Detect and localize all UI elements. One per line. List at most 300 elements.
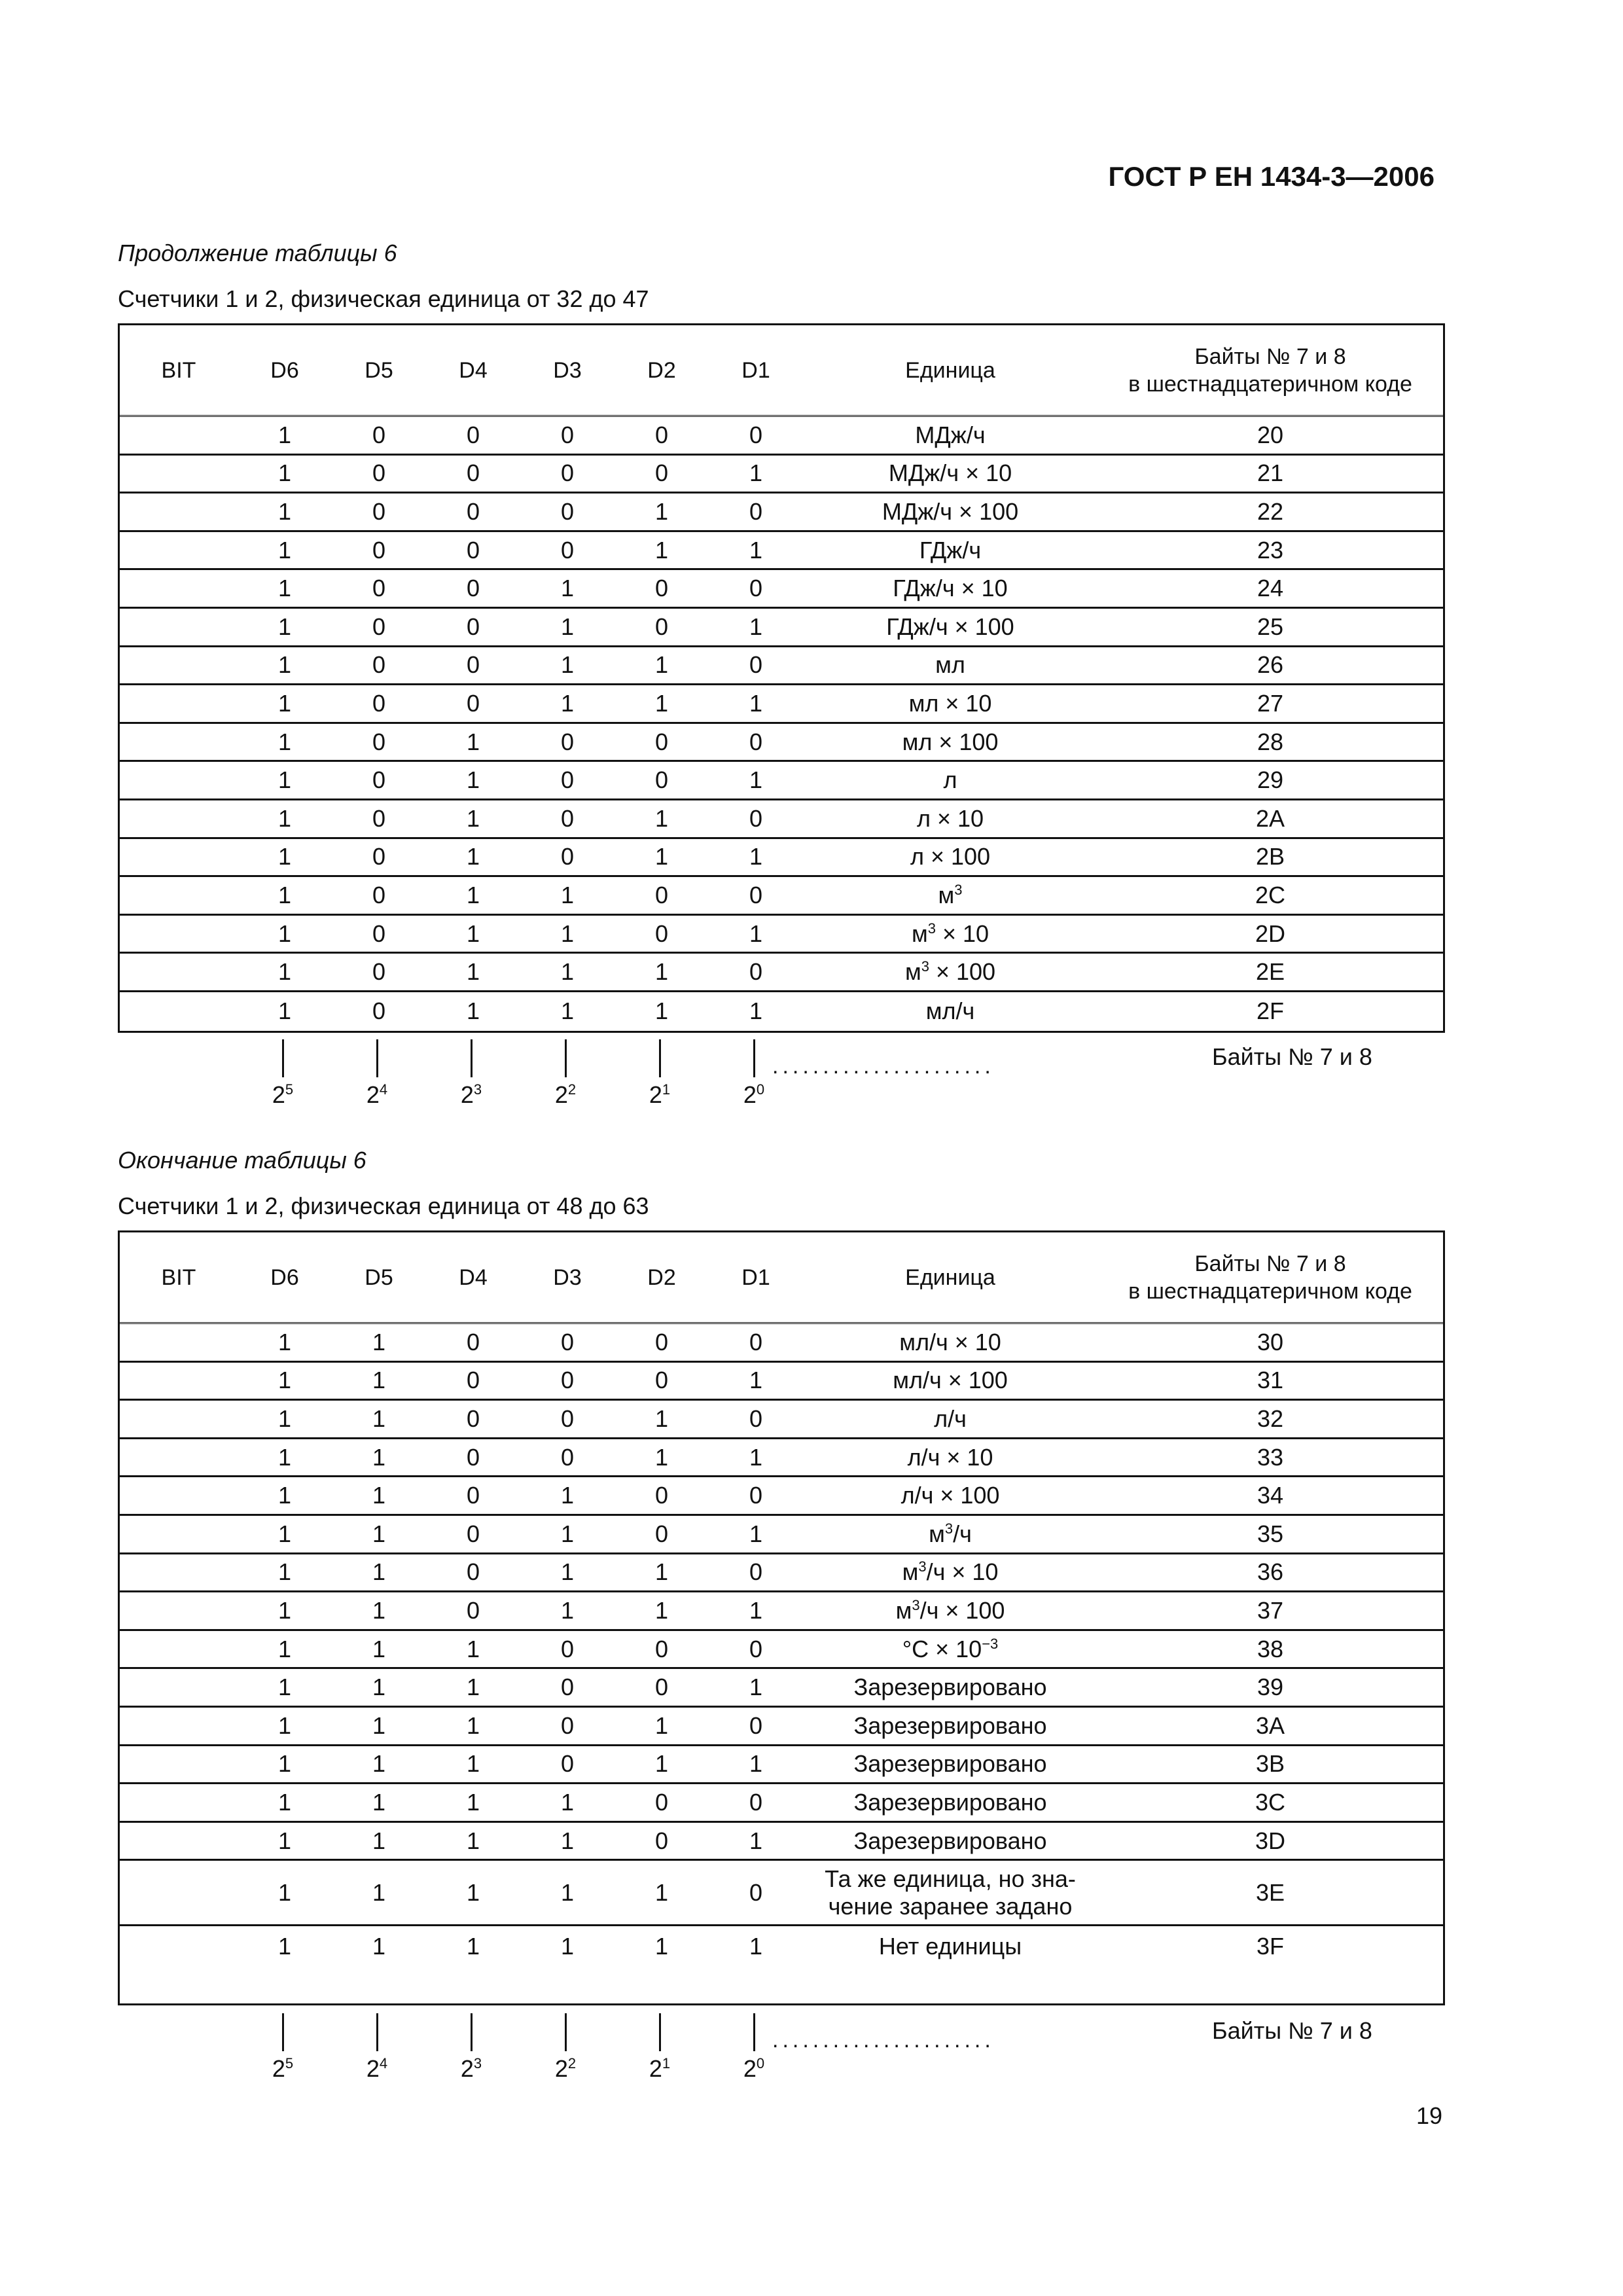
hex-cell: 36 xyxy=(1257,1558,1284,1586)
unit-cell: Зарезервировано xyxy=(853,1827,1047,1854)
d5-cell: 1 xyxy=(372,1827,386,1854)
bit-weight-tick xyxy=(659,1039,661,1077)
d3-cell: 0 xyxy=(560,1328,575,1355)
standard-designation: ГОСТ Р ЕН 1434-3—2006 xyxy=(1108,161,1435,192)
table2-subcaption: Счетчики 1 и 2, физическая единица от 48 до 63 xyxy=(118,1193,649,1219)
bit-weight-label: $2^2$ xyxy=(554,2055,577,2082)
header-d6: D6 xyxy=(270,1265,299,1290)
bit-cell xyxy=(120,1516,238,1552)
table2-bit-weights xyxy=(118,2013,1445,2098)
hex-cell: 3B xyxy=(1255,1750,1285,1778)
bytes-label: Байты № 7 и 8 xyxy=(1212,1043,1372,1070)
d1-cell: 0 xyxy=(749,1878,763,1906)
d4-cell: 1 xyxy=(466,1933,480,1960)
d5-cell: 0 xyxy=(372,459,386,487)
unit-cell: Зарезервировано xyxy=(853,1674,1047,1701)
d4-cell: 0 xyxy=(466,613,480,640)
bytes-label: Байты № 7 и 8 xyxy=(1212,2017,1372,2044)
bit-weight-tick xyxy=(659,2013,661,2051)
table-row xyxy=(120,992,1443,1031)
hex-cell: 24 xyxy=(1257,575,1284,602)
header-d6: D6 xyxy=(270,357,299,383)
hex-cell: 26 xyxy=(1257,651,1284,679)
bit-weight-tick xyxy=(471,2013,473,2051)
d4-cell: 0 xyxy=(466,1443,480,1471)
d4-cell: 0 xyxy=(466,497,480,525)
d5-cell: 1 xyxy=(372,1712,386,1739)
d4-cell: 0 xyxy=(466,421,480,448)
bit-cell xyxy=(120,916,238,952)
d2-cell: 1 xyxy=(654,1878,669,1906)
bit-cell xyxy=(120,800,238,837)
d3-cell: 1 xyxy=(560,958,575,986)
d3-cell: 1 xyxy=(560,651,575,679)
d4-cell: 0 xyxy=(466,1405,480,1432)
table-row xyxy=(120,724,1443,762)
d4-cell: 0 xyxy=(466,536,480,564)
d3-cell: 1 xyxy=(560,1520,575,1547)
bit-cell xyxy=(120,992,238,1031)
d1-cell: 0 xyxy=(749,804,763,832)
d6-cell: 1 xyxy=(277,1674,292,1701)
d6-cell: 1 xyxy=(277,1328,292,1355)
d2-cell: 0 xyxy=(654,421,669,448)
d3-cell: 0 xyxy=(560,843,575,870)
table-row xyxy=(120,1477,1443,1516)
hex-cell: 37 xyxy=(1257,1596,1284,1624)
header-bytes-line2: в шестнадцатеричном коде xyxy=(1128,371,1412,397)
bit-cell xyxy=(120,724,238,761)
table-row xyxy=(120,647,1443,686)
d6-cell: 1 xyxy=(277,1443,292,1471)
d4-cell: 1 xyxy=(466,843,480,870)
table1-subcaption: Счетчики 1 и 2, физическая единица от 32 до 47 xyxy=(118,285,649,312)
d6-cell: 1 xyxy=(277,1712,292,1739)
table-row xyxy=(120,570,1443,609)
hex-cell: 23 xyxy=(1257,536,1284,564)
unit-cell: $м^3/ч \times 10$ xyxy=(902,1558,999,1586)
bit-cell xyxy=(120,762,238,798)
d1-cell: 0 xyxy=(749,881,763,908)
d3-cell: 1 xyxy=(560,920,575,947)
d3-cell: 0 xyxy=(560,1674,575,1701)
hex-cell: 32 xyxy=(1257,1405,1284,1432)
d2-cell: 0 xyxy=(654,1482,669,1509)
unit-cell: МДж/ч × 10 xyxy=(888,459,1012,487)
table-row xyxy=(120,839,1443,878)
d6-cell: 1 xyxy=(277,881,292,908)
d2-cell: 0 xyxy=(654,459,669,487)
unit-cell: $м^3/ч$ xyxy=(929,1520,972,1547)
bit-weight-label: $2^3$ xyxy=(460,2055,482,2082)
bit-cell xyxy=(120,609,238,645)
unit-cell: $м^3 \times 10$ xyxy=(911,920,990,947)
bit-cell xyxy=(120,1823,238,1859)
d4-cell: 1 xyxy=(466,1635,480,1662)
d6-cell: 1 xyxy=(277,459,292,487)
d1-cell: 1 xyxy=(749,766,763,794)
unit-cell: МДж/ч × 100 xyxy=(882,497,1019,525)
unit-cell: $м^3/ч \times 100$ xyxy=(895,1596,1005,1624)
bit-cell xyxy=(120,685,238,722)
bit-weight-label: $2^1$ xyxy=(649,1081,671,1108)
d3-cell: 0 xyxy=(560,728,575,755)
d6-cell: 1 xyxy=(277,920,292,947)
d4-cell: 0 xyxy=(466,1596,480,1624)
d5-cell: 0 xyxy=(372,497,386,525)
d3-cell: 0 xyxy=(560,459,575,487)
d6-cell: 1 xyxy=(277,651,292,679)
unit-cell: ГДж/ч xyxy=(919,536,982,564)
d5-cell: 1 xyxy=(372,1558,386,1586)
d2-cell: 0 xyxy=(654,1788,669,1816)
bit-cell xyxy=(120,1926,238,2003)
d5-cell: 0 xyxy=(372,651,386,679)
table2-header xyxy=(120,1232,1443,1324)
d4-cell: 1 xyxy=(466,1712,480,1739)
hex-cell: 34 xyxy=(1257,1482,1284,1509)
hex-cell: 39 xyxy=(1257,1674,1284,1701)
d4-cell: 1 xyxy=(466,881,480,908)
table-row xyxy=(120,1784,1443,1823)
d1-cell: 1 xyxy=(749,1520,763,1547)
header-bytes-line2: в шестнадцатеричном коде xyxy=(1128,1278,1412,1304)
d5-cell: 1 xyxy=(372,1933,386,1960)
bit-weight-label: $2^1$ xyxy=(649,2055,671,2082)
unit-cell: МДж/ч xyxy=(915,421,986,448)
d1-cell: 1 xyxy=(749,1827,763,1854)
d6-cell: 1 xyxy=(277,804,292,832)
bit-weight-label: $2^0$ xyxy=(743,1081,765,1108)
table-row xyxy=(120,1631,1443,1670)
table-row xyxy=(120,685,1443,724)
table-row xyxy=(120,762,1443,800)
d6-cell: 1 xyxy=(277,1558,292,1586)
unit-cell: $^\circ C \times 10^{-3}$ xyxy=(902,1635,999,1662)
d5-cell: 1 xyxy=(372,1674,386,1701)
bit-weight-tick xyxy=(565,1039,567,1077)
d4-cell: 0 xyxy=(466,1520,480,1547)
unit-exponent: 3 xyxy=(921,958,929,975)
d2-cell: 1 xyxy=(654,1750,669,1778)
bit-cell xyxy=(120,417,238,454)
hex-cell: 22 xyxy=(1257,497,1284,525)
d4-cell: 0 xyxy=(466,459,480,487)
d4-cell: 0 xyxy=(466,1367,480,1394)
bit-weight-exponent: 3 xyxy=(473,1081,482,1098)
d3-cell: 1 xyxy=(560,1482,575,1509)
d2-cell: 1 xyxy=(654,1558,669,1586)
d1-cell: 0 xyxy=(749,1788,763,1816)
bit-weight-label: $2^4$ xyxy=(366,2055,388,2082)
hex-cell: 20 xyxy=(1257,421,1284,448)
d1-cell: 1 xyxy=(749,536,763,564)
d2-cell: 1 xyxy=(654,958,669,986)
header-bit: BIT xyxy=(161,357,196,383)
unit-cell: л × 100 xyxy=(910,843,991,870)
d4-cell: 0 xyxy=(466,575,480,602)
bit-cell xyxy=(120,532,238,569)
d4-cell: 0 xyxy=(466,689,480,717)
hex-cell: 3E xyxy=(1255,1878,1285,1906)
d5-cell: 1 xyxy=(372,1750,386,1778)
hex-cell: 33 xyxy=(1257,1443,1284,1471)
d3-cell: 0 xyxy=(560,804,575,832)
unit-cell: мл × 100 xyxy=(902,728,999,755)
bit-weight-exponent: 5 xyxy=(285,2055,294,2072)
d2-cell: 1 xyxy=(654,1443,669,1471)
table1-caption: Продолжение таблицы 6 xyxy=(118,240,397,266)
header-bit: BIT xyxy=(161,1265,196,1290)
d1-cell: 0 xyxy=(749,1558,763,1586)
d1-cell: 0 xyxy=(749,421,763,448)
unit-cell: л/ч × 10 xyxy=(907,1443,993,1471)
table-row xyxy=(120,1363,1443,1401)
d5-cell: 0 xyxy=(372,766,386,794)
d1-cell: 1 xyxy=(749,1596,763,1624)
table-row xyxy=(120,1669,1443,1708)
bit-weight-exponent: 2 xyxy=(567,2055,577,2072)
hex-cell: 25 xyxy=(1257,613,1284,640)
header-d5: D5 xyxy=(365,357,393,383)
bit-weight-exponent: 1 xyxy=(662,2055,671,2072)
d6-cell: 1 xyxy=(277,766,292,794)
d2-cell: 1 xyxy=(654,1933,669,1960)
header-unit: Единица xyxy=(905,357,995,383)
d1-cell: 1 xyxy=(749,613,763,640)
d4-cell: 0 xyxy=(466,1482,480,1509)
unit-exponent: 3 xyxy=(918,1558,927,1575)
bit-cell xyxy=(120,1439,238,1476)
d3-cell: 0 xyxy=(560,536,575,564)
d2-cell: 1 xyxy=(654,1712,669,1739)
header-d3: D3 xyxy=(553,357,582,383)
bit-cell xyxy=(120,1669,238,1706)
d3-cell: 0 xyxy=(560,1443,575,1471)
bit-weight-exponent: 5 xyxy=(285,1081,294,1098)
table2-body xyxy=(120,1324,1443,2003)
d4-cell: 0 xyxy=(466,1558,480,1586)
d6-cell: 1 xyxy=(277,1827,292,1854)
hex-cell: 21 xyxy=(1257,459,1284,487)
d1-cell: 1 xyxy=(749,843,763,870)
d5-cell: 1 xyxy=(372,1328,386,1355)
d6-cell: 1 xyxy=(277,1788,292,1816)
d1-cell: 0 xyxy=(749,1405,763,1432)
d6-cell: 1 xyxy=(277,536,292,564)
d1-cell: 1 xyxy=(749,997,763,1025)
bit-weight-exponent: 1 xyxy=(662,1081,671,1098)
d5-cell: 1 xyxy=(372,1443,386,1471)
page-number: 19 xyxy=(1416,2102,1442,2129)
bit-weight-tick xyxy=(471,1039,473,1077)
bit-weight-exponent: 4 xyxy=(379,2055,388,2072)
header-d2: D2 xyxy=(647,357,676,383)
bit-cell xyxy=(120,1861,238,1924)
d6-cell: 1 xyxy=(277,1520,292,1547)
d2-cell: 0 xyxy=(654,613,669,640)
bit-weight-exponent: 3 xyxy=(473,2055,482,2072)
table-row xyxy=(120,1823,1443,1861)
unit-cell: мл × 10 xyxy=(908,689,992,717)
d5-cell: 0 xyxy=(372,536,386,564)
d3-cell: 0 xyxy=(560,1405,575,1432)
d5-cell: 0 xyxy=(372,843,386,870)
d1-cell: 1 xyxy=(749,1367,763,1394)
table2 xyxy=(118,1230,1445,2005)
bit-cell xyxy=(120,1554,238,1591)
table-row xyxy=(120,609,1443,647)
d5-cell: 1 xyxy=(372,1367,386,1394)
unit-cell: Зарезервировано xyxy=(853,1788,1047,1816)
d6-cell: 1 xyxy=(277,1482,292,1509)
d3-cell: 1 xyxy=(560,1878,575,1906)
d6-cell: 1 xyxy=(277,1933,292,1960)
d5-cell: 0 xyxy=(372,613,386,640)
d3-cell: 0 xyxy=(560,497,575,525)
d3-cell: 1 xyxy=(560,689,575,717)
unit-cell: ГДж/ч × 10 xyxy=(893,575,1008,602)
bit-weight-label: $2^0$ xyxy=(743,2055,765,2082)
hex-cell: 3D xyxy=(1255,1827,1286,1854)
table-row xyxy=(120,954,1443,992)
d6-cell: 1 xyxy=(277,497,292,525)
unit-cell: мл/ч × 10 xyxy=(899,1328,1001,1355)
table-row xyxy=(120,800,1443,839)
table-row xyxy=(120,1926,1443,2003)
d3-cell: 1 xyxy=(560,613,575,640)
d3-cell: 0 xyxy=(560,1750,575,1778)
unit-exponent: 3 xyxy=(927,920,936,937)
unit-exponent: 3 xyxy=(944,1520,954,1537)
bit-weight-exponent: 0 xyxy=(756,1081,765,1098)
table1-bit-weights xyxy=(118,1039,1445,1124)
unit-cell: л xyxy=(943,766,957,794)
d2-cell: 1 xyxy=(654,497,669,525)
d2-cell: 0 xyxy=(654,1520,669,1547)
d4-cell: 1 xyxy=(466,997,480,1025)
d6-cell: 1 xyxy=(277,613,292,640)
d3-cell: 1 xyxy=(560,575,575,602)
hex-cell: 29 xyxy=(1257,766,1284,794)
d2-cell: 1 xyxy=(654,804,669,832)
hex-cell: 35 xyxy=(1257,1520,1284,1547)
d5-cell: 1 xyxy=(372,1878,386,1906)
bit-weight-tick xyxy=(376,2013,378,2051)
header-d4: D4 xyxy=(459,357,488,383)
table-row xyxy=(120,1861,1443,1926)
d1-cell: 0 xyxy=(749,1635,763,1662)
d1-cell: 1 xyxy=(749,1443,763,1471)
d3-cell: 0 xyxy=(560,1712,575,1739)
table-row xyxy=(120,916,1443,954)
d4-cell: 1 xyxy=(466,1788,480,1816)
bit-cell xyxy=(120,1592,238,1629)
bit-cell xyxy=(120,1401,238,1437)
d2-cell: 0 xyxy=(654,1635,669,1662)
d4-cell: 0 xyxy=(466,651,480,679)
unit-cell: мл/ч xyxy=(925,997,975,1025)
bit-weight-label: $2^5$ xyxy=(272,2055,294,2082)
header-d3: D3 xyxy=(553,1265,582,1290)
d1-cell: 0 xyxy=(749,728,763,755)
d3-cell: 1 xyxy=(560,1596,575,1624)
d2-cell: 0 xyxy=(654,881,669,908)
bit-weight-label: $2^5$ xyxy=(272,1081,294,1108)
header-d1: D1 xyxy=(741,1265,770,1290)
bit-weight-tick xyxy=(565,2013,567,2051)
d6-cell: 1 xyxy=(277,997,292,1025)
d1-cell: 1 xyxy=(749,1750,763,1778)
header-bytes-line1: Байты № 7 и 8 xyxy=(1194,1251,1346,1276)
header-d2: D2 xyxy=(647,1265,676,1290)
d1-cell: 0 xyxy=(749,1712,763,1739)
d5-cell: 1 xyxy=(372,1788,386,1816)
unit-cell: л × 10 xyxy=(916,804,984,832)
d2-cell: 0 xyxy=(654,1674,669,1701)
d2-cell: 1 xyxy=(654,1596,669,1624)
bit-weight-tick xyxy=(753,1039,755,1077)
d2-cell: 1 xyxy=(654,997,669,1025)
unit-cell: Зарезервировано xyxy=(853,1750,1047,1778)
d6-cell: 1 xyxy=(277,1596,292,1624)
table-row xyxy=(120,1746,1443,1785)
d5-cell: 0 xyxy=(372,881,386,908)
hex-cell: 3C xyxy=(1255,1788,1286,1816)
d2-cell: 0 xyxy=(654,766,669,794)
table-row xyxy=(120,1592,1443,1631)
hex-cell: 2C xyxy=(1255,881,1286,908)
d1-cell: 0 xyxy=(749,958,763,986)
bit-weight-exponent: 0 xyxy=(756,2055,765,2072)
d4-cell: 1 xyxy=(466,1827,480,1854)
hex-cell: 31 xyxy=(1257,1367,1284,1394)
table-row xyxy=(120,1439,1443,1478)
d6-cell: 1 xyxy=(277,575,292,602)
table1 xyxy=(118,323,1445,1033)
d2-cell: 1 xyxy=(654,1405,669,1432)
header-bytes-line1: Байты № 7 и 8 xyxy=(1194,344,1346,369)
table-row xyxy=(120,532,1443,571)
unit-line: чение заранее задано xyxy=(828,1892,1073,1920)
d1-cell: 0 xyxy=(749,651,763,679)
d5-cell: 1 xyxy=(372,1635,386,1662)
bit-weight-exponent: 2 xyxy=(567,1081,577,1098)
bit-cell xyxy=(120,877,238,914)
unit-cell: л/ч × 100 xyxy=(901,1482,1000,1509)
bit-cell xyxy=(120,493,238,530)
hex-cell: 2D xyxy=(1255,920,1286,947)
unit-exponent: 3 xyxy=(912,1596,920,1613)
bit-cell xyxy=(120,1363,238,1399)
d1-cell: 0 xyxy=(749,1482,763,1509)
d3-cell: 0 xyxy=(560,1635,575,1662)
d6-cell: 1 xyxy=(277,1878,292,1906)
d1-cell: 0 xyxy=(749,575,763,602)
table-row xyxy=(120,1324,1443,1363)
bit-cell xyxy=(120,570,238,607)
unit-cell: Зарезервировано xyxy=(853,1712,1047,1739)
d6-cell: 1 xyxy=(277,1405,292,1432)
hex-cell: 28 xyxy=(1257,728,1284,755)
unit-exponent: −3 xyxy=(982,1635,999,1652)
d3-cell: 1 xyxy=(560,881,575,908)
d3-cell: 1 xyxy=(560,997,575,1025)
d2-cell: 1 xyxy=(654,651,669,679)
header-unit: Единица xyxy=(905,1265,995,1290)
bit-cell xyxy=(120,1324,238,1361)
table2-caption: Окончание таблицы 6 xyxy=(118,1147,366,1174)
